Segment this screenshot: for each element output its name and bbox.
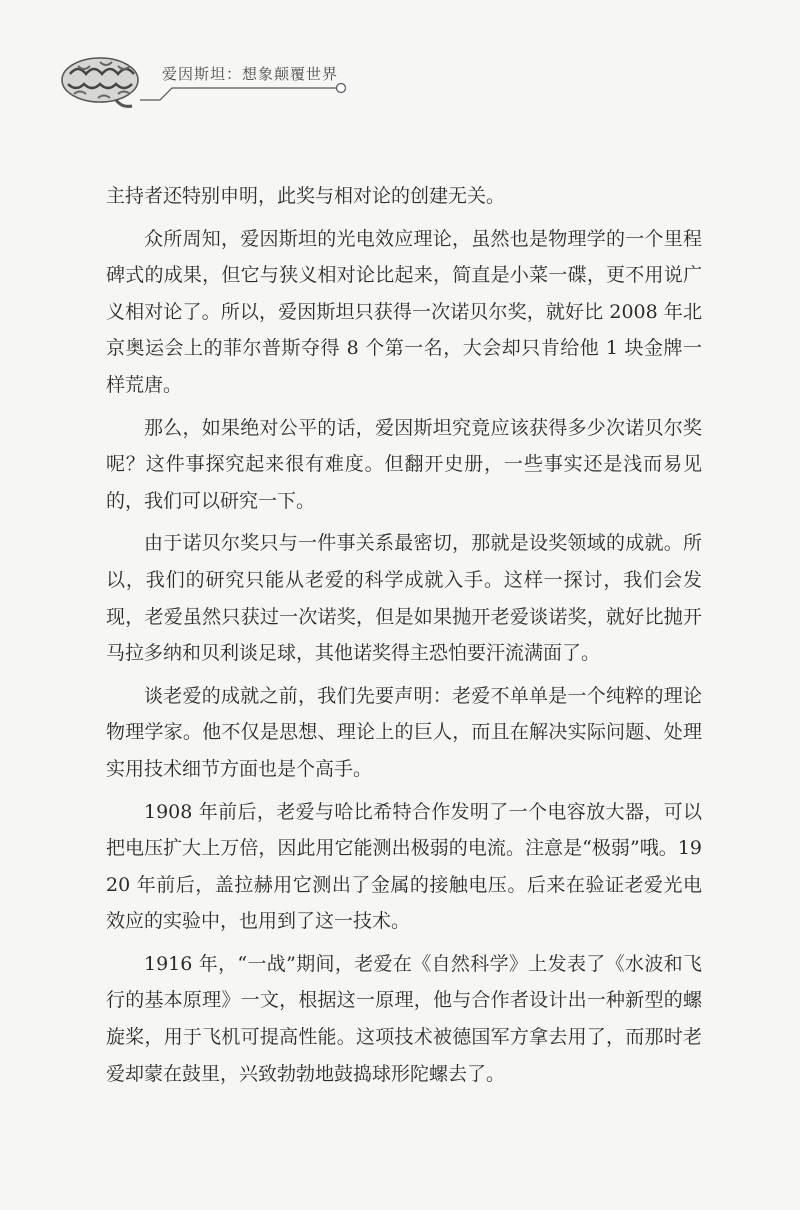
- paragraph: 谈老爱的成就之前，我们先要声明：老爱不单单是一个纯粹的理论物理学家。他不仅是思想、理论上的巨人，而且在解决实际问题、处理实用技术细节方面也是个高手。: [106, 684, 702, 780]
- running-header-title: 爱因斯坦：想象颠覆世界: [162, 65, 339, 83]
- body-text: [106, 178, 702, 1092]
- paragraph: 由于诺贝尔奖只与一件事关系最密切，那就是设奖领域的成就。所以，我们的研究只能从老爱的科学成就入手。这样一探讨，我们会发现，老爱虽然只获过一次诺奖，但是如果抛开老爱谈诺奖，就好比抛开马拉多纳和贝利谈足球，其他诺奖得主恐怕要汗流满面了。: [106, 532, 702, 665]
- paragraph: 主持者还特别申明，此奖与相对论的创建无关。: [106, 185, 506, 207]
- paragraph: 1908 年前后，老爱与哈比希特合作发明了一个电容放大器，可以把电压扩大上万倍，因此用它能测出极弱的电流。注意是“极弱”哦。1920 年前后，盖拉赫用它测出了金属的接触电压。后来在验证老爱光电效应的实验中，也用到了这一技术。: [106, 800, 702, 933]
- paragraph: 那么，如果绝对公平的话，爱因斯坦究竟应该获得多少次诺贝尔奖呢？这件事探究起来很有难度。但翻开史册，一些事实还是浅而易见的，我们可以研究一下。: [106, 416, 702, 512]
- paragraph: 众所周知，爱因斯坦的光电效应理论，虽然也是物理学的一个里程碑式的成果，但它与狭义相对论比起来，简直是小菜一碟，更不用说广义相对论了。所以，爱因斯坦只获得一次诺贝尔奖，就好比 2008 年北京奥运会上的菲尔普斯夺得 8 个第一名，大会却只肯给他 1 块金牌一样荒唐。: [106, 227, 702, 396]
- brain-icon: [60, 52, 144, 108]
- page-header: [0, 0, 800, 120]
- paragraph: 1916 年，“一战”期间，老爱在《自然科学》上发表了《水波和飞行的基本原理》一文，根据这一原理，他与合作者设计出一种新型的螺旋桨，用于飞机可提高性能。这项技术被德国军方拿去用了，而那时老爱却蒙在鼓里，兴致勃勃地鼓捣球形陀螺去了。: [106, 952, 702, 1085]
